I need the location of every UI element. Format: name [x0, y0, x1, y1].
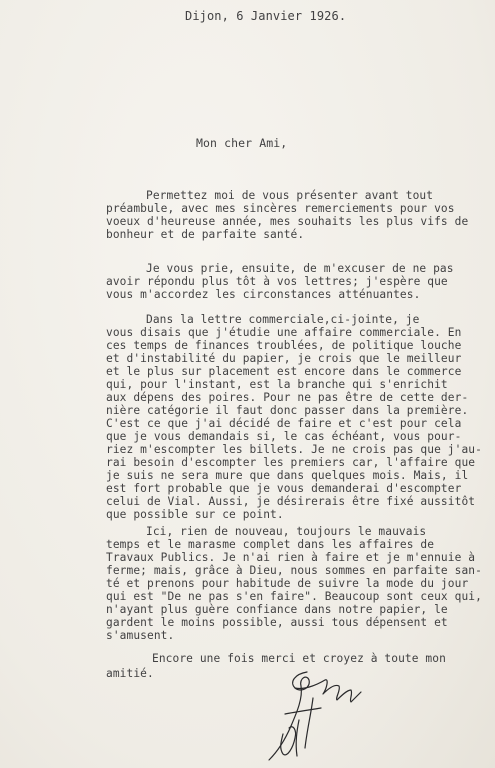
text-line: qui est "De ne pas s'en faire". Beaucoup sont ceux qui, — [106, 590, 482, 603]
text-line: Encore une fois merci et croyez à toute mon — [152, 652, 446, 665]
text-line: Ici, rien de nouveau, toujours le mauvais — [146, 525, 427, 538]
text-line: amitié. — [106, 667, 154, 680]
text-line: gardent le moins possible, aussi tous dépensent et — [106, 616, 448, 629]
text-line: nière catégorie il faut donc passer dans la première. — [106, 404, 469, 417]
text-line: voeux d'heureuse année, mes souhaits les plus vifs de — [106, 215, 469, 228]
greeting: Mon cher Ami, — [196, 136, 288, 150]
text-line: que possible sur ce point. — [106, 508, 284, 521]
text-line: Travaux Publics. Je n'ai rien à faire et je m'ennuie à — [106, 551, 476, 564]
text-line: celui de Vial. Aussi, je désirerais être fixé aussitôt — [106, 495, 476, 508]
text-line: riez m'escompter les billets. Je ne crois pas que j'au- — [106, 443, 482, 456]
text-line: Je vous prie, ensuite, de m'excuser de ne pas — [146, 262, 454, 275]
text-line: avoir répondu plus tôt à vos lettres; j'espère que — [106, 275, 448, 288]
handwritten-signature — [255, 668, 365, 763]
text-line: je suis ne sera mure que dans quelques mois. Mais, il — [106, 469, 469, 482]
text-line: n'ayant plus guère confiance dans notre papier, le — [106, 603, 448, 616]
text-line: s'amusent. — [106, 629, 175, 642]
text-line: préambule, avec mes sincères remerciements pour vos — [106, 202, 455, 215]
text-line: rai besoin d'escompter les premiers car, l'affaire que — [106, 456, 476, 469]
text-line: et d'instabilité du papier, je crois que le meilleur — [106, 352, 462, 365]
text-line: Permettez moi de vous présenter avant tout — [146, 189, 434, 202]
letter-date: Dijon, 6 Janvier 1926. — [185, 9, 347, 23]
text-line: que je vous demandais si, le cas échéant, vous pour- — [106, 430, 462, 443]
text-line: aux dépens des poires. Pour ne pas être de cette der- — [106, 391, 469, 404]
text-line: té et prenons pour habitude de suivre la mode du jour — [106, 577, 469, 590]
text-line: vous disais que j'étudie une affaire commerciale. En — [106, 326, 462, 339]
text-line: Dans la lettre commerciale,ci-jointe, je — [146, 313, 420, 326]
text-line: temps et le marasme complet dans les affaires de — [106, 538, 435, 551]
text-line: vous m'accordez les circonstances atténuantes. — [106, 288, 421, 301]
text-line: ferme; mais, grâce à Dieu, nous sommes en parfaite san- — [106, 564, 482, 577]
text-line: est fort probable que je vous demanderai d'escompter — [106, 482, 462, 495]
text-line: qui, pour l'instant, est la branche qui s'enrichit — [106, 378, 448, 391]
text-line: et le plus sur placement est encore dans le commerce — [106, 365, 462, 378]
text-line: bonheur et de parfaite santé. — [106, 228, 305, 241]
text-line: C'est ce que j'ai décidé de faire et c'est pour cela — [106, 417, 462, 430]
text-line: ces temps de finances troublées, de politique louche — [106, 339, 462, 352]
